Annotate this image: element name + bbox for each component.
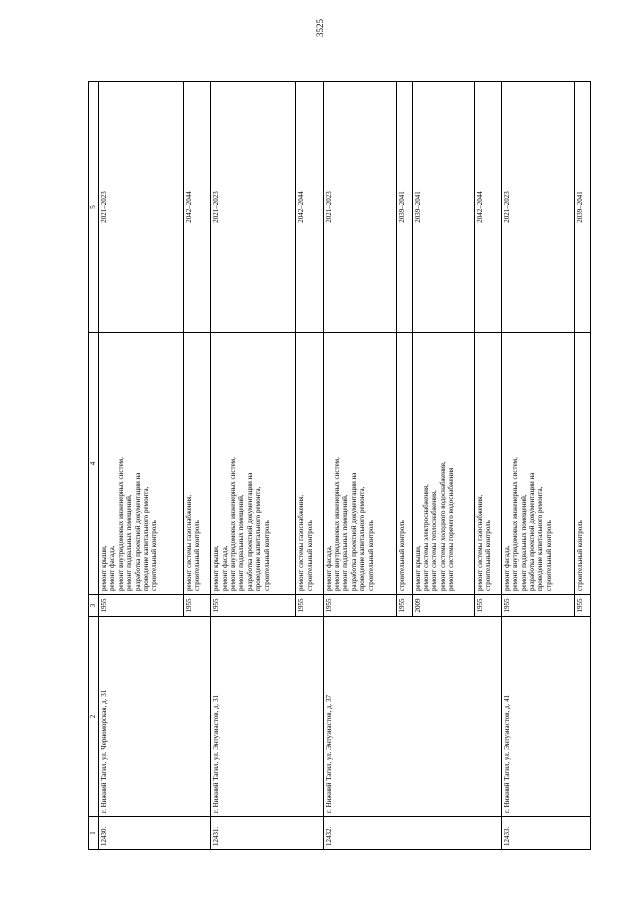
period-cell: 2039–2041 [575,82,591,333]
row-number: 12430. [99,817,211,850]
period-cell: 2021–2023 [99,82,184,333]
year-cell: 1955 [575,595,591,617]
table-row [323,82,396,850]
work-item: проведение капитального ремонта, [358,486,367,591]
period-cell: 2042–2044 [184,82,211,333]
year-cell: 1955 [184,595,211,617]
repair-schedule-table [88,81,591,850]
period-cell: 2042–2044 [474,82,501,333]
header-row [89,82,99,850]
year-cell: 2009 [412,595,474,617]
year-cell: 1955 [501,595,574,617]
work-item: разработка проектной документации на [133,472,142,591]
period-cell: 2042–2044 [296,82,323,333]
work-item: ремонт системы теплоснабжения, [430,490,439,591]
works-cell [396,333,412,595]
work-item: ремонт внутридомовых инженерных систем, [116,457,125,591]
period-cell: 2039–2041 [396,82,412,333]
column-header: 3 [89,595,99,617]
year-cell: 1955 [99,595,184,617]
work-item: строительный контроль [305,520,314,591]
work-item: разработка проектной документации на [528,472,536,591]
work-item: проведение капитального ремонта, [254,486,263,591]
work-item: строительный контроль [483,520,492,591]
work-item: ремонт подвальных помещений, [341,494,350,591]
works-cell [501,333,574,595]
period-cell: 2021–2023 [323,82,396,333]
address-cell: г. Нижний Тагил, ул. Энтузиастов, д. 41 [501,617,590,817]
works-cell [575,333,591,595]
year-cell: 1955 [296,595,323,617]
work-item: разработка проектной документации на [349,472,358,591]
work-item: ремонт системы холодного водоснабжения, [438,461,447,591]
page-number: 3525 [315,19,325,37]
work-item: ремонт внутридомовых инженерных систем, [229,457,238,591]
work-item: разработка проектной документации на [245,472,254,591]
address-cell: г. Нижний Тагил, ул. Энтузиастов, д. 31 [211,617,323,817]
work-item: ремонт фасада, [324,545,333,591]
row-number: 12433. [501,817,590,850]
works-cell [412,333,474,595]
period-cell: 2021–2023 [501,82,574,333]
year-cell: 1955 [474,595,501,617]
work-item: ремонт подвальных помещений, [519,494,528,591]
work-item: ремонт крыши, [413,545,422,591]
table-row [211,82,296,850]
year-cell: 1955 [323,595,396,617]
work-item: ремонт системы газоснабжения, [475,494,484,591]
table-container [88,82,591,850]
table-row [501,82,574,850]
period-cell: 2039–2041 [412,82,474,333]
work-item: ремонт системы газоснабжения, [297,494,306,591]
work-item: ремонт внутридомовых инженерных систем, [332,457,341,591]
work-item: ремонт системы газоснабжения, [185,494,194,591]
row-number: 12432. [323,817,501,850]
work-item: строительный контроль [262,520,271,591]
work-item: строительный контроль [366,520,375,591]
work-item: ремонт фасада, [108,545,117,591]
year-cell: 1955 [211,595,296,617]
works-cell [323,333,396,595]
column-header: 1 [89,817,99,850]
work-item: строительный контроль [397,520,406,591]
works-cell [99,333,184,595]
works-cell [474,333,501,595]
work-item: ремонт крыши, [100,545,108,591]
work-item: ремонт подвальных помещений, [125,494,134,591]
work-item: проведение капитального ремонта, [536,486,545,591]
address-cell: г. Нижний Тагил, ул. Энтузиастов, д. 37 [323,617,501,817]
work-item: ремонт фасада, [502,545,511,591]
year-cell: 1955 [396,595,412,617]
column-header: 2 [89,617,99,817]
work-item: ремонт фасада, [220,545,229,591]
work-item: строительный контроль [193,520,202,591]
period-cell: 2021–2023 [211,82,296,333]
work-item: ремонт подвальных помещений, [237,494,246,591]
work-item: строительный контроль [544,520,553,591]
table-rotated-wrapper [88,82,591,850]
works-cell [211,333,296,595]
row-number: 12431. [211,817,323,850]
works-cell [296,333,323,595]
work-item: строительный контроль [576,520,585,591]
works-cell [184,333,211,595]
table-row [99,82,184,850]
work-item: ремонт системы горячего водоснабжения [447,467,456,591]
work-item: строительный контроль [150,520,159,591]
column-header: 5 [89,82,99,333]
column-header: 4 [89,333,99,595]
work-item: ремонт системы электроснабжения, [422,484,431,591]
work-item: ремонт крыши, [212,545,221,591]
work-item: ремонт внутридомовых инженерных систем, [511,457,520,591]
work-item: проведение капитального ремонта, [142,486,151,591]
address-cell: г. Нижний Тагил, ул. Черноморская, д. 31 [99,617,211,817]
